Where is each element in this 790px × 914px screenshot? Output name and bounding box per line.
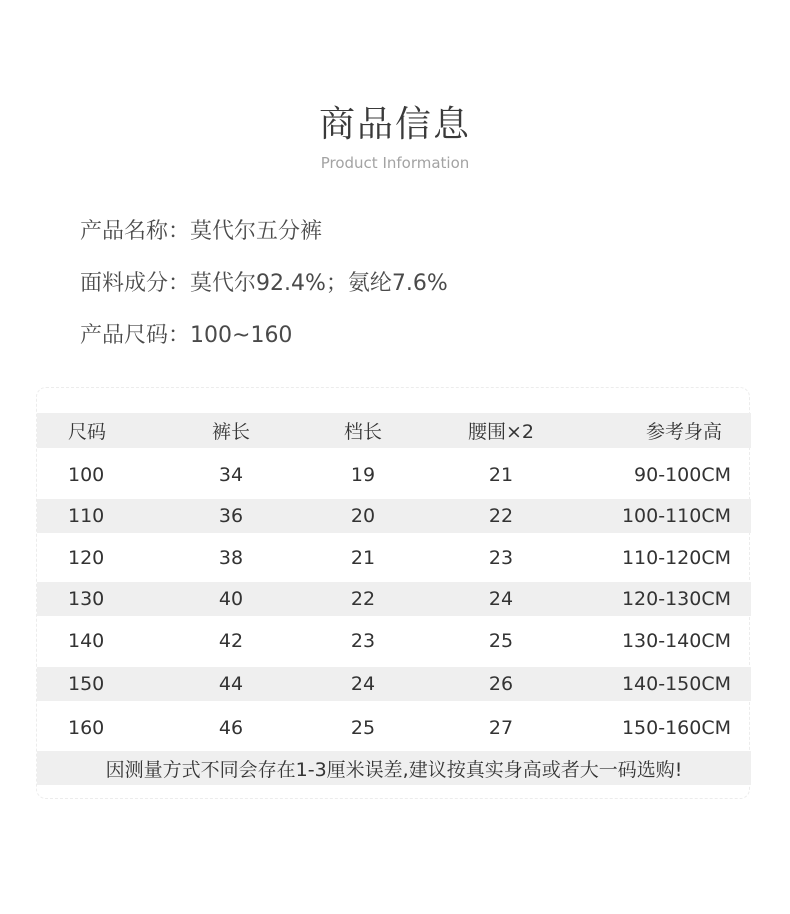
cell-size: 110 [68,505,105,527]
info-label: 产品名称： [80,219,191,244]
info-size-range [80,321,292,351]
measurement-note: 因测量方式不同会存在1-3厘米误差,建议按真实身高或者大一码选购! [37,751,751,785]
table-row: 130 40 22 24 120-130CM [37,582,751,616]
info-product-name [80,217,322,247]
table-row: 140 42 23 25 130-140CM [37,624,751,658]
cell-height: 130-140CM [621,630,731,652]
info-value: 莫代尔五分裤 [190,219,323,244]
page-title: 商品信息 [318,104,471,145]
info-value: 莫代尔92.4%；氨纶7.6% [190,271,448,296]
cell-size: 100 [68,464,105,486]
table-row: 150 44 24 26 140-150CM [37,667,751,701]
info-label: 产品尺码： [80,323,191,348]
table-row: 120 38 21 23 110-120CM [37,541,751,575]
cell-size: 120 [68,547,105,569]
cell-height: 100-110CM [621,505,731,527]
cell-size: 140 [68,630,105,652]
cell-height: 120-130CM [621,588,731,610]
size-table-header: 尺码 裤长 档长 腰围×2 参考身高 [37,413,751,448]
cell-height: 140-150CM [621,673,731,695]
header-size: 尺码 [68,421,107,443]
cell-size: 160 [68,717,105,739]
info-value: 100~160 [190,323,293,348]
table-row: 160 46 25 27 150-160CM [37,711,751,745]
page-subtitle: Product Information [320,154,470,172]
cell-size: 150 [68,673,105,695]
cell-height: 110-120CM [621,547,731,569]
info-fabric [80,269,448,299]
table-row: 110 36 20 22 100-110CM [37,499,751,533]
table-row: 100 34 19 21 90-100CM [37,458,751,492]
cell-height: 150-160CM [621,717,731,739]
info-label: 面料成分： [80,271,191,296]
cell-height: 90-100CM [634,464,731,486]
cell-size: 130 [68,588,105,610]
header-height: 参考身高 [645,421,722,443]
